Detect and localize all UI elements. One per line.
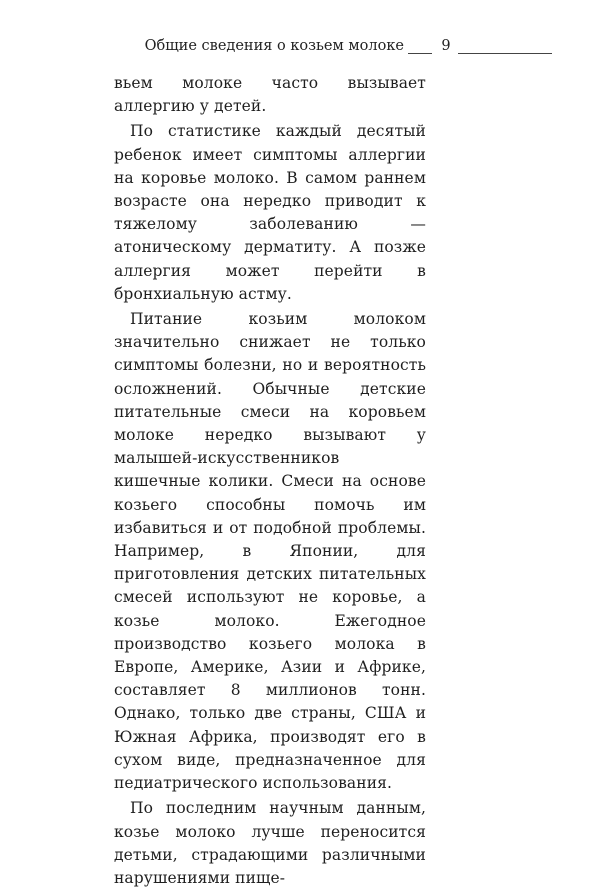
header-rule bbox=[458, 53, 552, 54]
paragraph: По последним научным данным, козье молоко лучше переносится детьми, страдающими различными нарушениями пище- bbox=[114, 799, 426, 887]
paragraph: По статистике каждый десятый ребенок имеет симптомы аллергии на коровье молоко. В самом раннем возрасте она нередко приводит к тяжелому заболеванию — атоническому дерматиту. А позже аллергия может перейти в бронхиальную астму. bbox=[114, 122, 426, 303]
page-number: 9 bbox=[441, 38, 451, 54]
header-rule bbox=[408, 53, 432, 54]
paragraph-continuation: вьем молоке часто вызывает аллергию у детей. bbox=[114, 74, 426, 116]
running-header bbox=[112, 36, 552, 58]
body-text bbox=[114, 72, 426, 890]
paragraph: Питание козьим молоком значительно снижает не только симптомы болезни, но и вероятность осложнений. Обычные детские питательные смеси на коровьем молоке нередко вызывают у малышей-искусственников кишечные колики. Смеси на основе козьего способны помочь им избавиться и от подобной проблемы. Например, в Японии, для приготовления детских питательных смесей используют не коровье, а козье молоко. Ежегодное производство козьего молока в Европе, Америке, Азии и Африке, составляет 8 миллионов тонн. Однако, только две страны, США и Южная Африка, производят его в сухом виде, предназначенное для педиатрического использования. bbox=[114, 310, 426, 793]
header-title: Общие сведения о козьем молоке bbox=[144, 38, 404, 54]
